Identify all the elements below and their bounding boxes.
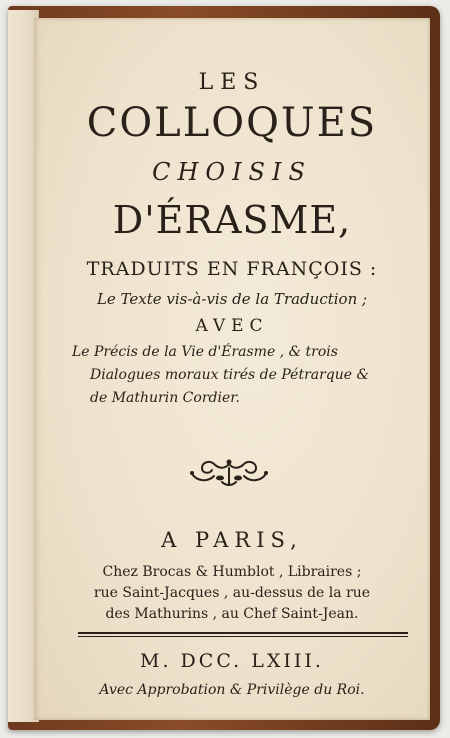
subtitle-traduits: TRADUITS EN FRANÇOIS : [86, 258, 378, 280]
description-line-2: Dialogues moraux tirés de Pétrarque & [90, 367, 369, 383]
description-line-3: de Mathurin Cordier. [90, 390, 240, 406]
book-binding [8, 6, 440, 730]
imprint-date: M. DCC. LXIII. [140, 650, 324, 672]
description-line-1: Le Précis de la Vie d'Érasme , & trois [72, 344, 338, 360]
title-page [34, 18, 430, 720]
imprint-approbation: Avec Approbation & Privilège du Roi. [99, 682, 365, 698]
double-rule-bottom [78, 636, 408, 637]
imprint-city: A PARIS, [161, 528, 303, 552]
subtitle-avec: AVEC [195, 316, 269, 336]
title-line-erasme: D'ÉRASME, [112, 198, 352, 242]
fleuron-ornament-icon [184, 456, 274, 490]
imprint-address-1: rue Saint-Jacques , au-dessus de la rue [93, 585, 371, 601]
imprint-publisher: Chez Brocas & Humblot , Libraires ; [102, 564, 362, 580]
double-rule-top [78, 632, 408, 634]
title-line-colloques: COLLOQUES [86, 100, 378, 146]
title-line-choisis: CHOISIS [152, 158, 312, 186]
subtitle-texte: Le Texte vis-à-vis de la Traduction ; [96, 290, 368, 308]
imprint-address-2: des Mathurins , au Chef Saint-Jean. [105, 606, 359, 622]
title-line-les: LES [198, 70, 266, 95]
